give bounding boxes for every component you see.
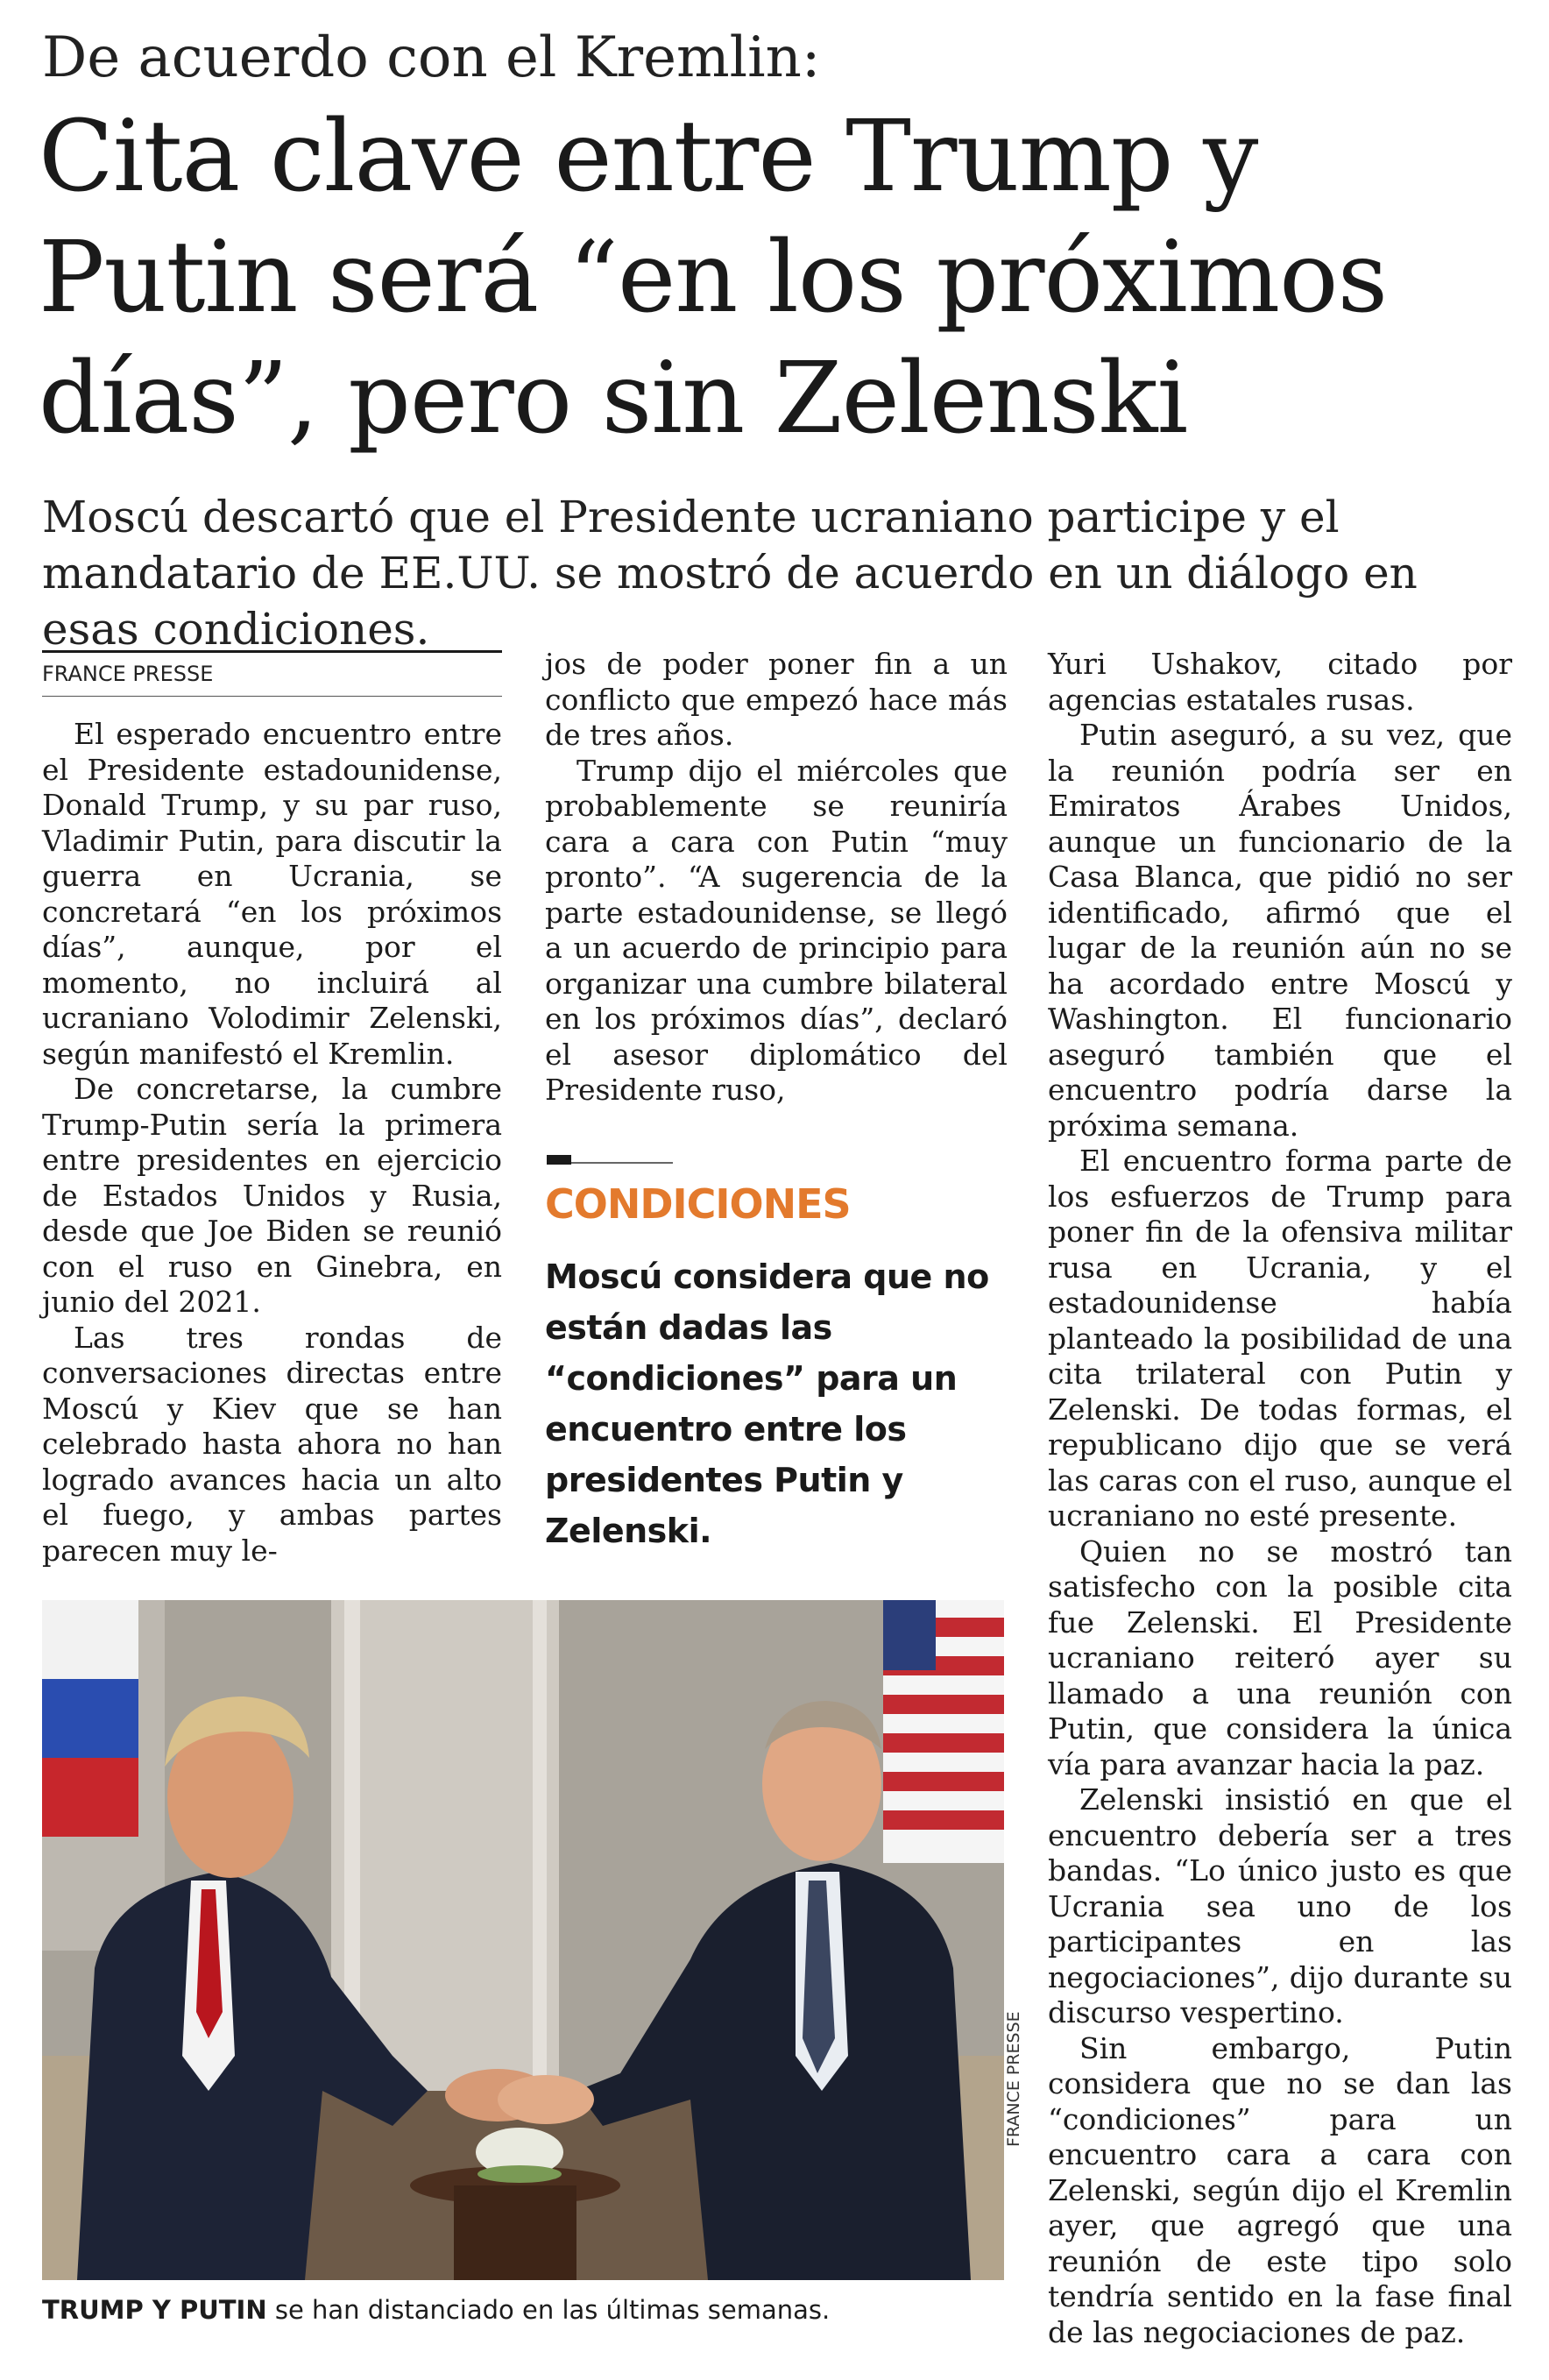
paragraph: jos de poder poner fin a un conflicto que empezó hace más de tres años.	[545, 647, 1008, 752]
paragraph: Yuri Ushakov, citado por agencias estatales rusas.	[1048, 647, 1512, 717]
byline-underline	[42, 696, 502, 697]
byline-rule	[42, 650, 502, 653]
body-column-3	[1048, 647, 1512, 2350]
paragraph: Zelenski insistió en que el encuentro debería ser a tres bandas. “Lo único justo es que Ucrania sea uno de los participantes en las negociaciones”, dijo durante su discurso vespertino.	[1048, 1782, 1512, 2029]
paragraph: Quien no se mostró tan satisfecho con la posible cita fue Zelenski. El Presidente ucraniano reiteró ayer su llamado a una reunión con Putin, que considera la única vía para avanzar hacia la paz.	[1048, 1534, 1512, 1781]
kicker: De acuerdo con el Kremlin:	[42, 25, 821, 90]
headline: Cita clave entre Trump y Putin será “en los próximos días”, pero sin Zelenski	[39, 100, 1388, 456]
paragraph: De concretarse, la cumbre Trump-Putin sería la primera entre presidentes en ejercicio de Estados Unidos y Rusia, desde que Joe Biden se reunió con el ruso en Ginebra, en junio del 2021.	[42, 1072, 502, 1319]
photo-caption	[42, 2292, 1006, 2327]
paragraph: Sin embargo, Putin considera que no se dan las “condiciones” para un encuentro cara a cara con Zelenski, según dijo el Kremlin ayer, que agregó que una reunión de este tipo solo tendría sentido en la fase final de las negociaciones de paz.	[1048, 2030, 1512, 2349]
photo-illustration	[42, 1600, 1004, 2280]
paragraph: Trump dijo el miércoles que probablemente se reuniría cara a cara con Putin “muy pronto”. “A sugerencia de la parte estadounidense, se llegó a un acuerdo de principio para organizar una cumbre bilateral en los próximos días”, declaró el asesor diplomático del Presidente ruso,	[545, 753, 1008, 1107]
sidebar-label: CONDICIONES	[545, 1180, 851, 1228]
caption-lead: TRUMP Y PUTIN	[42, 2295, 267, 2325]
sidebar-rule	[571, 1162, 673, 1164]
body-column-2	[545, 647, 1008, 1109]
paragraph: Putin aseguró, a su vez, que la reunión podría ser en Emiratos Árabes Unidos, aunque un funcionario de la Casa Blanca, que pidió no ser identificado, afirmó que el lugar de la reunión aún no se ha acordado entre Moscú y Washington. El funcionario aseguró también que el encuentro podría darse la próxima semana.	[1048, 718, 1512, 1143]
body-column-1	[42, 717, 502, 1569]
news-photo	[42, 1600, 1004, 2280]
byline: FRANCE PRESSE	[42, 662, 214, 686]
paragraph: El encuentro forma parte de los esfuerzos de Trump para poner fin de la ofensiva militar rusa en Ucrania, y el estadounidense había planteado la posibilidad de una cita trilateral con Putin y Zelenski. De todas formas, el republicano dijo que se verá las caras con el ruso, aunque el ucraniano no esté presente.	[1048, 1144, 1512, 1533]
deck: Moscú descartó que el Presidente ucraniano participe y el mandatario de EE.UU. se mostró de acuerdo en un diálogo en esas condiciones.	[42, 492, 1418, 655]
sidebar-marker	[547, 1155, 571, 1165]
paragraph: Las tres rondas de conversaciones directas entre Moscú y Kiev que se han celebrado hasta ahora no han logrado avances hacia un alto el fuego, y ambas partes parecen muy le-	[42, 1320, 502, 1568]
sidebar-text: Moscú considera que no están dadas las “condiciones” para un encuentro entre los presidentes Putin y Zelenski.	[545, 1257, 989, 1550]
paragraph: El esperado encuentro entre el Presidente estadounidense, Donald Trump, y su par ruso, Vladimir Putin, para discutir la guerra en Ucrania, se concretará “en los próximos días”, aunque, por el momento, no incluirá al ucraniano Volodimir Zelenski, según manifestó el Kremlin.	[42, 717, 502, 1071]
caption-text: se han distanciado en las últimas semanas.	[266, 2295, 831, 2325]
photo-credit: FRANCE PRESSE	[1004, 2011, 1023, 2147]
